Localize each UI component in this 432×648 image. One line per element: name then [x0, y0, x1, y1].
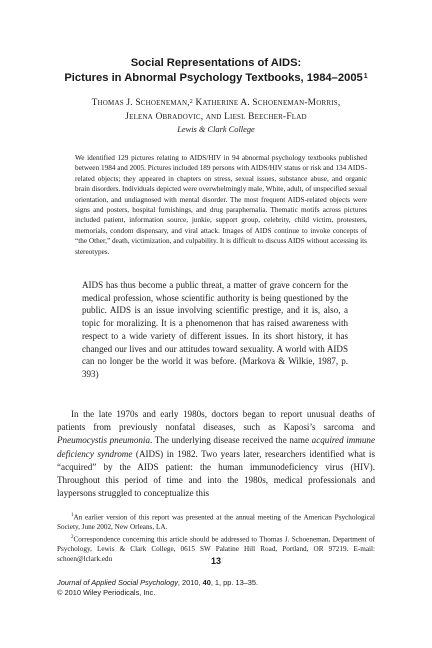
title-line-2 [40, 71, 392, 86]
body-emphasis-2: acquired immune deficiency syndrome [57, 435, 376, 459]
footnote-text: An earlier version of this report was presented at the annual meeting of the American Psychological Society, June 2002, New Orleans, LA. [57, 513, 375, 532]
copyright-line: © 2010 Wiley Periodicals, Inc. [57, 588, 156, 597]
affiliation: Lewis & Clark College [177, 125, 255, 134]
body-text-2: . The underlying disease received the name [150, 435, 312, 446]
journal-citation [57, 578, 387, 588]
title-line-1: Social Representations of AIDS: [130, 57, 302, 69]
journal-volume: 40 [202, 578, 211, 587]
epigraph-quote: AIDS has thus become a public threat, a matter of grave concern for the medical profession, whose scientific authority is being questioned by the public. AIDS is an issue involving scientific prestige, and it is, also, a topic for moralizing. It is a phenomenon that has raised awareness with respect to a wide variety of different issues. In its short history, it has changed our lives and our attitudes toward sexuality. A world with AIDS can no longer be the world it was before. (Markova & Wilkie, 1987, p. 393) [82, 280, 348, 379]
author-list [40, 97, 392, 124]
body-emphasis-1: Pneumocystis pneumonia [57, 435, 151, 446]
footnote-marker: 1 [71, 513, 74, 518]
footnote-marker: 2 [71, 534, 74, 540]
journal-pages: , 1, pp. 13–35. [210, 578, 259, 587]
footnote [57, 511, 375, 533]
body-text-3: (AIDS) in 1982. Two years later, researchers identified what is “acquired” by the AIDS patient: the human immunodeficiency virus (HIV). Throughout this period of time and into the 1980s, medical professionals and laypersons struggled to conceptualize this [57, 448, 375, 499]
author-line-1 [40, 97, 392, 111]
paper-title [40, 56, 392, 86]
author-1: Thomas J. Schoeneman, [91, 98, 190, 108]
journal-year: , 2010, [177, 578, 203, 587]
author-line-2: Jelena Obradovic, and Liesl Beecher-Flad [125, 111, 307, 122]
body-text-1: In the late 1970s and early 1980s, doctors began to report unusual deaths of patients from previously nonfatal diseases, such as Kaposi’s sarcoma and [57, 409, 375, 433]
body-paragraph [57, 408, 375, 500]
title-footnote-marker: 1 [363, 73, 368, 80]
author-2: Katherine A. Schoeneman-Morris, [193, 98, 341, 108]
journal-name: Journal of Applied Social Psychology [57, 578, 178, 587]
author-footnote-marker: 2 [189, 99, 193, 105]
footnote-text: Correspondence concerning this article should be addressed to Thomas J. Schoeneman, Department of Psychology, Lewis & Clark College, 0615 SW Palatine Hill Road, Portland, OR 97219. E-mail: schoen@lclark.edu [57, 534, 375, 564]
title-line-2-text: Pictures in Abnormal Psychology Textbooks, 1984–2005 [64, 72, 363, 84]
page-number: 13 [210, 556, 221, 566]
abstract: We identified 129 pictures relating to AIDS/HIV in 94 abnormal psychology textbooks published between 1984 and 2005. Pictures included 189 persons with AIDS/HIV status or risk and 134 AIDS-related objects; they appeared in chapters on stress, sexual issues, substance abuse, and organic brain disorders. Individuals depicted were overwhelmingly male, White, adult, of unspecified sexual orientation, and undiagnosed with mental disorder. The most frequent AIDS-related objects were signs and posters, hospital furnishings, and drug paraphernalia. Thematic motifs across pictures included patient, information source, junkie, support group, celebrity, child victim, protesters, memorials, condom dispensary, and viral attack. Images of AIDS continue to invoke concepts of “the Other,” death, victimization, and culpability. It is difficult to discuss AIDS without accessing its stereotypes. [75, 154, 367, 256]
